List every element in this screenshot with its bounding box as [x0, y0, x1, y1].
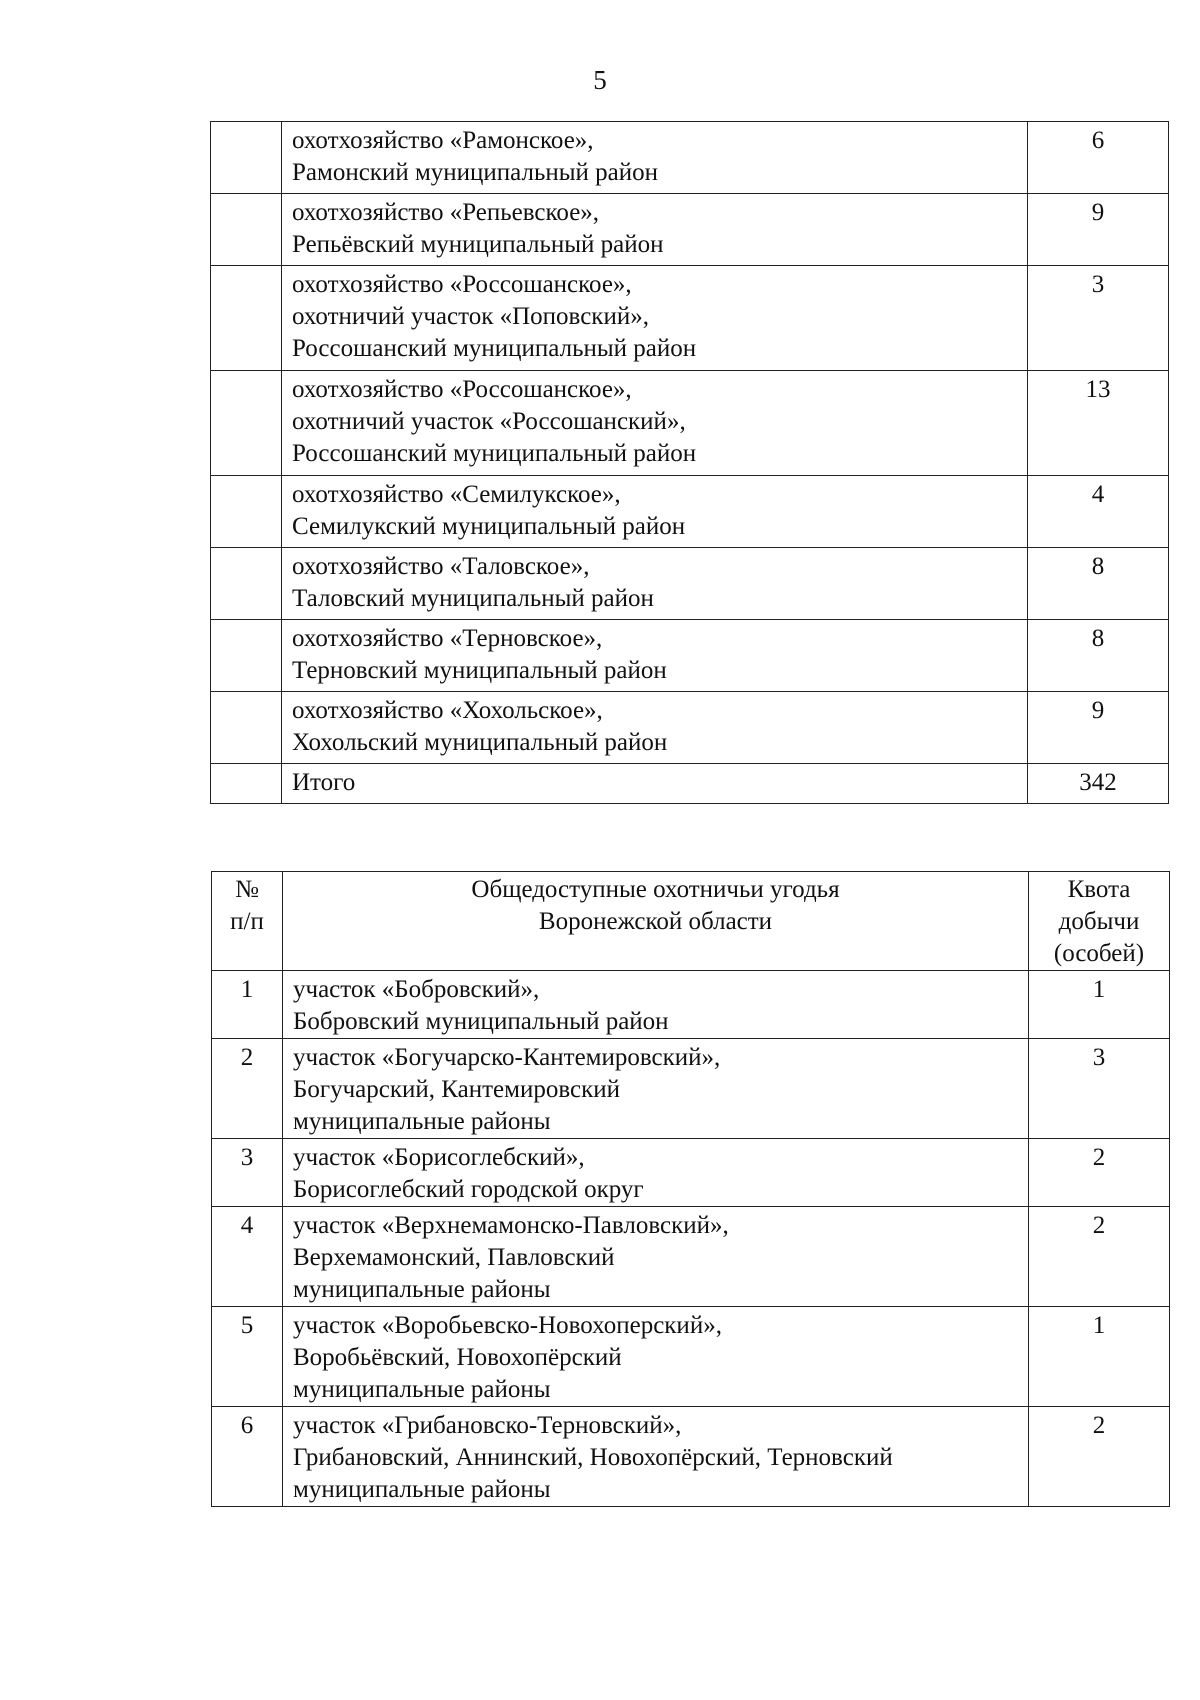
- farm-name-line: охотхозяйство «Рамонское»,: [292, 127, 594, 154]
- hunting-farms-table: [210, 121, 1169, 804]
- district-line: Борисоглебский городской округ: [293, 1176, 644, 1203]
- total-row: [211, 764, 1169, 804]
- table-row: [211, 548, 1169, 620]
- quota-cell: 8: [1028, 620, 1169, 692]
- quota-cell: 9: [1028, 692, 1169, 764]
- hunting-area-line: охотничий участок «Поповский»,: [292, 303, 649, 330]
- farm-name-line: охотхозяйство «Россошанское»,: [292, 376, 632, 403]
- row-number-cell: [211, 194, 282, 266]
- grounds-name-line: участок «Борисоглебский»,: [293, 1144, 585, 1171]
- district-line: Таловский муниципальный район: [292, 585, 654, 612]
- table-row: [211, 692, 1169, 764]
- quota-cell: 13: [1028, 371, 1169, 476]
- quota-cell: 1: [1029, 1307, 1170, 1407]
- row-number-cell: 5: [212, 1307, 283, 1407]
- header-line: п/п: [230, 908, 264, 935]
- farm-name-cell: [282, 122, 1028, 194]
- grounds-name-line: участок «Верхнемамонско-Павловский»,: [293, 1212, 729, 1239]
- row-number-cell: [211, 692, 282, 764]
- district-line: Воробьёвский, Новохопёрский: [293, 1344, 622, 1371]
- row-number-cell: [211, 122, 282, 194]
- grounds-name-cell: [283, 1039, 1029, 1139]
- farm-name-line: охотхозяйство «Россошанское»,: [292, 271, 632, 298]
- district-line: Рамонский муниципальный район: [292, 159, 659, 186]
- header-line: (особей): [1053, 940, 1145, 967]
- quota-cell: 4: [1028, 476, 1169, 548]
- grounds-name-cell: [283, 1139, 1029, 1207]
- column-header-grounds: [283, 872, 1029, 971]
- column-header-number: [212, 872, 283, 971]
- row-number-cell: 1: [212, 971, 283, 1039]
- table-row: [212, 1407, 1170, 1507]
- table-header-row: [212, 872, 1170, 971]
- farm-name-line: охотхозяйство «Таловское»,: [292, 553, 590, 580]
- district-line: Бобровский муниципальный район: [293, 1008, 669, 1035]
- table-row: [211, 266, 1169, 371]
- table-row: [212, 1307, 1170, 1407]
- farm-name-cell: [282, 476, 1028, 548]
- district-line: муниципальные районы: [293, 1476, 551, 1503]
- table-row: [211, 194, 1169, 266]
- row-number-cell: 2: [212, 1039, 283, 1139]
- quota-cell: 2: [1029, 1407, 1170, 1507]
- row-number-cell: [211, 548, 282, 620]
- farm-name-cell: [282, 692, 1028, 764]
- district-line: Верхемамонский, Павловский: [293, 1244, 615, 1271]
- quota-cell: 1: [1029, 971, 1170, 1039]
- quota-cell: 9: [1028, 194, 1169, 266]
- quota-cell: 2: [1029, 1207, 1170, 1307]
- district-line: Россошанский муниципальный район: [292, 335, 697, 362]
- hunting-area-line: охотничий участок «Россошанский»,: [292, 408, 686, 435]
- table-row: [212, 1039, 1170, 1139]
- header-line: №: [235, 876, 259, 903]
- farm-name-cell: [282, 194, 1028, 266]
- table-row: [211, 122, 1169, 194]
- grounds-name-line: участок «Грибановско-Терновский»,: [293, 1412, 682, 1439]
- total-value: 342: [1028, 764, 1169, 804]
- header-line: Квота: [1067, 876, 1131, 903]
- grounds-name-cell: [283, 1407, 1029, 1507]
- farm-name-cell: [282, 266, 1028, 371]
- table-row: [212, 971, 1170, 1039]
- column-header-quota: [1029, 872, 1170, 971]
- quota-cell: 6: [1028, 122, 1169, 194]
- header-line: добычи: [1058, 908, 1140, 935]
- district-line: Хохольский муниципальный район: [292, 729, 668, 756]
- header-line: Общедоступные охотничьи угодья: [471, 876, 840, 903]
- quota-cell: 2: [1029, 1139, 1170, 1207]
- district-line: муниципальные районы: [293, 1376, 551, 1403]
- total-label: Итого: [282, 764, 1028, 804]
- district-line: Терновский муниципальный район: [292, 657, 667, 684]
- district-line: Грибановский, Аннинский, Новохопёрский, Терновский: [293, 1444, 893, 1471]
- row-number-cell: [211, 620, 282, 692]
- row-number-cell: [211, 371, 282, 476]
- grounds-name-line: участок «Бобровский»,: [293, 976, 540, 1003]
- district-line: муниципальные районы: [293, 1108, 551, 1135]
- farm-name-line: охотхозяйство «Семилукское»,: [292, 481, 621, 508]
- district-line: муниципальные районы: [293, 1276, 551, 1303]
- quota-cell: 8: [1028, 548, 1169, 620]
- row-number-cell: 4: [212, 1207, 283, 1307]
- farm-name-line: охотхозяйство «Хохольское»,: [292, 697, 603, 724]
- quota-cell: 3: [1028, 266, 1169, 371]
- table-row: [211, 620, 1169, 692]
- farm-name-cell: [282, 548, 1028, 620]
- row-number-cell: [211, 476, 282, 548]
- row-number-cell: [211, 764, 282, 804]
- row-number-cell: 3: [212, 1139, 283, 1207]
- farm-name-cell: [282, 620, 1028, 692]
- grounds-name-cell: [283, 1207, 1029, 1307]
- row-number-cell: [211, 266, 282, 371]
- header-line: Воронежской области: [538, 908, 773, 935]
- table-row: [212, 1139, 1170, 1207]
- grounds-name-cell: [283, 971, 1029, 1039]
- grounds-name-line: участок «Воробьевско-Новохоперский»,: [293, 1312, 722, 1339]
- farm-name-line: охотхозяйство «Терновское»,: [292, 625, 603, 652]
- farm-name-line: охотхозяйство «Репьевское»,: [292, 199, 600, 226]
- grounds-name-line: участок «Богучарско-Кантемировский»,: [293, 1044, 721, 1071]
- public-hunting-grounds-table: [211, 871, 1170, 1507]
- district-line: Репьёвский муниципальный район: [292, 231, 664, 258]
- row-number-cell: 6: [212, 1407, 283, 1507]
- district-line: Семилукский муниципальный район: [292, 513, 686, 540]
- table-row: [211, 476, 1169, 548]
- quota-cell: 3: [1029, 1039, 1170, 1139]
- page-number: 5: [593, 65, 607, 95]
- district-line: Богучарский, Кантемировский: [293, 1076, 620, 1103]
- table-row: [211, 371, 1169, 476]
- grounds-name-cell: [283, 1307, 1029, 1407]
- farm-name-cell: [282, 371, 1028, 476]
- table-row: [212, 1207, 1170, 1307]
- district-line: Россошанский муниципальный район: [292, 440, 697, 467]
